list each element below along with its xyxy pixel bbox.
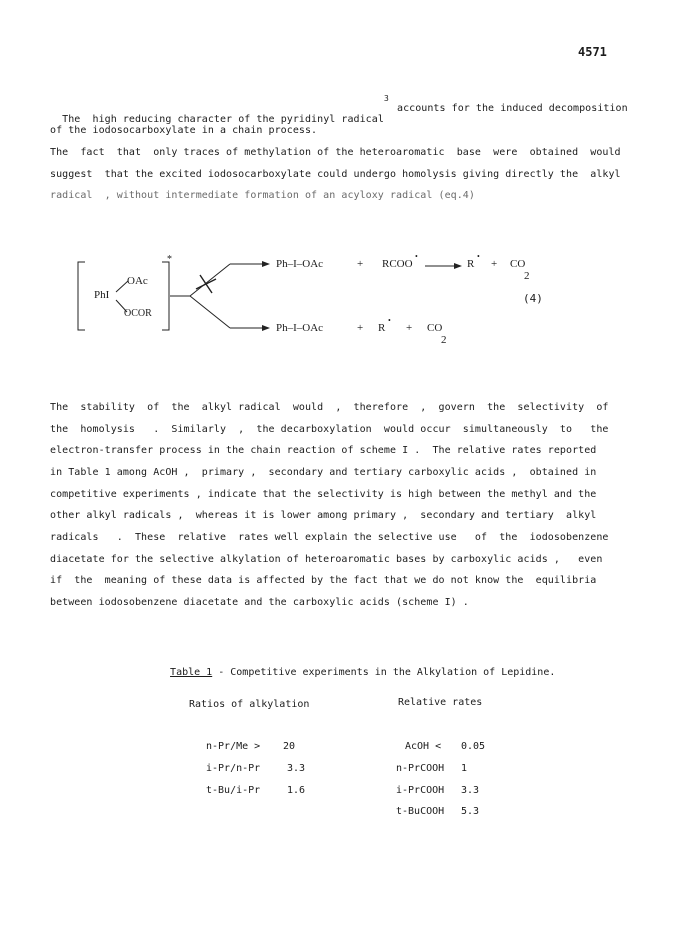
bottom-r-radical-dot: • (388, 316, 391, 325)
top-product-co: CO (510, 258, 526, 270)
excited-state-mark: * (167, 254, 172, 265)
table-header-ratios: Ratios of alkylation (189, 699, 310, 710)
table-caption-label: Table 1 (170, 667, 213, 678)
reference-superscript: 3 (384, 94, 389, 103)
cross-line-2 (196, 279, 216, 289)
discussion-line-10: between iodosobenzene diacetate and the carboxylic acids (scheme I) . (50, 597, 469, 608)
rate-value: 1 (461, 763, 468, 774)
intro-line-4: suggest that the excited iodosocarboxylate could undergo homolysis giving directly the alkyl (50, 169, 621, 180)
left-bracket (78, 262, 85, 330)
bottom-plus-2: + (406, 322, 413, 334)
ratio-value: 20 (283, 741, 296, 752)
top-product-r: R (467, 258, 475, 270)
bottom-product-co-subscript: 2 (441, 334, 447, 346)
rate-value: 3.3 (461, 785, 480, 796)
rate-acid: n-PrCOOH (396, 763, 445, 774)
top-r-radical-dot: • (477, 252, 480, 261)
ratio-pair: i-Pr/n-Pr (206, 763, 261, 774)
lower-arrowhead (262, 325, 270, 331)
reagent-phi: PhI (94, 289, 110, 301)
ratio-pair: n-Pr/Me > (206, 741, 261, 752)
rate-acid: i-PrCOOH (396, 785, 445, 796)
intro-line-5: radical , without intermediate formation of an acyloxy radical (eq.4) (50, 190, 475, 201)
discussion-line-6: other alkyl radicals , whereas it is lower among primary , secondary and tertiary alkyl (50, 510, 597, 521)
reagent-oac: OAc (127, 275, 148, 287)
rate-value: 0.05 (461, 741, 486, 752)
discussion-line-8: diacetate for the selective alkylation of heteroaromatic bases by carboxylic acids , even (50, 554, 603, 565)
table-caption (158, 656, 555, 678)
top-product-phi-oac: Ph–I–OAc (276, 258, 324, 270)
bottom-plus-1: + (357, 322, 364, 334)
ratio-value: 3.3 (287, 763, 306, 774)
equation-number: (4) (523, 292, 543, 305)
reagent-ocor: OCOR (124, 308, 152, 319)
reaction-scheme (0, 0, 680, 380)
ratio-pair: t-Bu/i-Pr (206, 785, 261, 796)
discussion-line-1: The stability of the alkyl radical would , therefore , govern the selectivity of (50, 402, 609, 413)
top-product-rcoo: RCOO (382, 258, 413, 270)
top-rcoo-radical-dot: • (415, 252, 418, 261)
discussion-line-4: in Table 1 among AcOH , primary , secondary and tertiary carboxylic acids , obtained in (50, 467, 597, 478)
top-plus-1: + (357, 258, 364, 270)
right-bracket (162, 262, 169, 330)
upper-second-arrowhead (454, 263, 462, 269)
discussion-line-9: if the meaning of these data is affected by the fact that we do not know the equilibria (50, 575, 597, 586)
bottom-product-r: R (378, 322, 386, 334)
rate-acid: AcOH < (405, 741, 442, 752)
upper-arrowhead (262, 261, 270, 267)
top-plus-2: + (491, 258, 498, 270)
ratio-value: 1.6 (287, 785, 306, 796)
discussion-line-2: the homolysis . Similarly , the decarboxylation would occur simultaneously to the (50, 424, 609, 435)
bottom-product-co: CO (427, 322, 443, 334)
scheme-drawing (0, 0, 680, 380)
intro-line-1-text: The high reducing character of the pyridinyl radical (62, 114, 384, 125)
intro-line-1-tail: accounts for the induced decomposition (397, 103, 628, 114)
intro-line-3: The fact that only traces of methylation of the heteroaromatic base were obtained would (50, 147, 621, 158)
rate-acid: t-BuCOOH (396, 806, 445, 817)
table-header-rates: Relative rates (398, 697, 483, 708)
lower-branch (190, 296, 230, 328)
page-number: 4571 (578, 45, 607, 59)
rate-value: 5.3 (461, 806, 480, 817)
top-product-co-subscript: 2 (524, 270, 530, 282)
table-caption-text: - Competitive experiments in the Alkylation of Lepidine. (212, 667, 556, 678)
intro-line-2: of the iodosocarboxylate in a chain process. (50, 125, 318, 136)
discussion-line-7: radicals . These relative rates well explain the selective use of the iodosobenzene (50, 532, 609, 543)
discussion-line-5: competitive experiments , indicate that the selectivity is high between the methyl and the (50, 489, 597, 500)
bottom-product-phi-oac: Ph–I–OAc (276, 322, 324, 334)
discussion-line-3: electron-transfer process in the chain reaction of scheme I . The relative rates reported (50, 445, 597, 456)
